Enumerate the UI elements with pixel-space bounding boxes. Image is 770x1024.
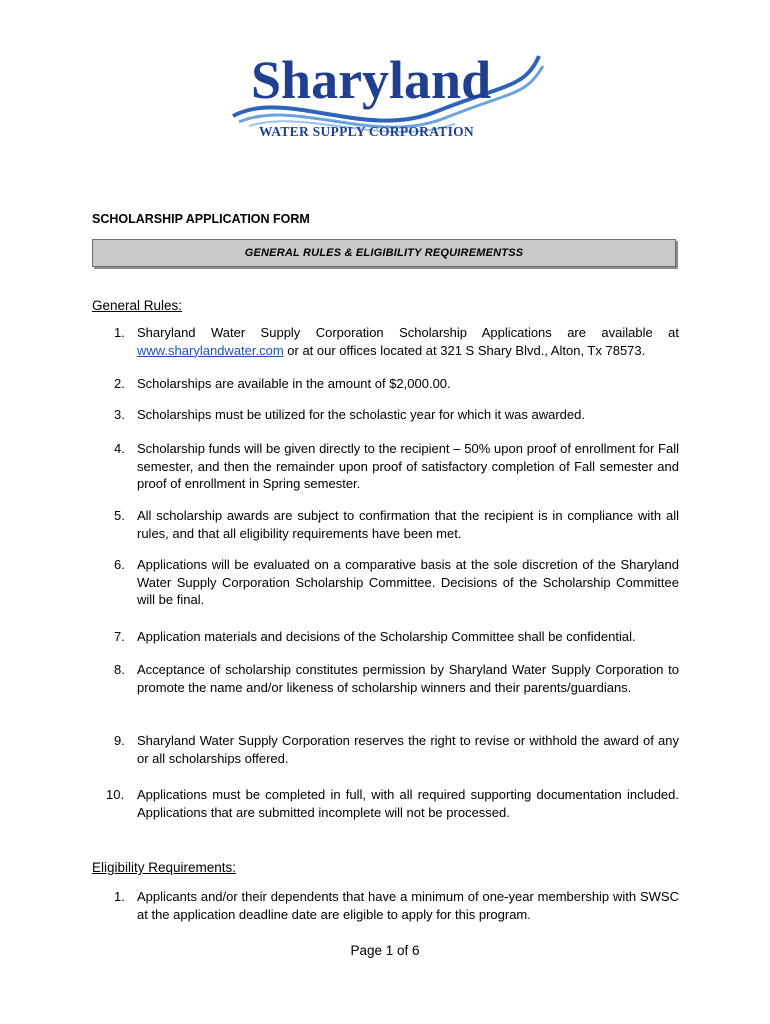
item-text: Applications must be completed in full, with all required supporting documentation included. Applications that are submitted incomplete will not be processed. bbox=[137, 787, 679, 820]
item-text-part: or at our offices located at 321 S Shary Blvd., Alton, Tx 78573. bbox=[283, 342, 646, 358]
item-number: 3. bbox=[114, 407, 125, 422]
item-text bbox=[137, 324, 679, 359]
list-item bbox=[92, 786, 679, 821]
item-text: Acceptance of scholarship constitutes permission by Sharyland Water Supply Corporation to promote the name and/or likeness of scholarship winners and their parents/guardians. bbox=[137, 662, 679, 695]
item-number: 6. bbox=[114, 557, 125, 572]
list-item bbox=[92, 732, 679, 767]
list-item bbox=[92, 324, 679, 359]
item-text-part: Sharyland Water Supply Corporation Scholarship Applications are available at bbox=[137, 325, 679, 340]
list-item bbox=[92, 440, 679, 493]
item-text: All scholarship awards are subject to confirmation that the recipient is in compliance with all rules, and that all eligibility requirements have been met. bbox=[137, 508, 679, 541]
list-item bbox=[92, 556, 679, 609]
item-text: Applications will be evaluated on a comparative basis at the sole discretion of the Sharyland Water Supply Corporation Scholarship Committee. Decisions of the Scholarship Committee will be final. bbox=[137, 557, 679, 607]
list-item bbox=[92, 375, 679, 393]
item-text: Applicants and/or their dependents that have a minimum of one-year membership with SWSC at the application deadline date are eligible to apply for this program. bbox=[137, 889, 679, 922]
list-item bbox=[92, 661, 679, 696]
item-number: 1. bbox=[114, 325, 125, 340]
item-number: 8. bbox=[114, 662, 125, 677]
website-link[interactable]: www.sharylandwater.com bbox=[137, 342, 284, 358]
item-number: 9. bbox=[114, 733, 125, 748]
item-number: 4. bbox=[114, 441, 125, 456]
item-text: Sharyland Water Supply Corporation reserves the right to revise or withhold the award of any or all scholarships offered. bbox=[137, 733, 679, 766]
item-number: 1. bbox=[114, 889, 125, 904]
logo-subtitle: WATER SUPPLY CORPORATION bbox=[259, 124, 474, 139]
sharyland-logo bbox=[225, 48, 545, 148]
item-text: Scholarship funds will be given directly to the recipient – 50% upon proof of enrollment for Fall semester, and then the remainder upon proof of satisfactory completion of Fall semester and proof of enrollment in Spring semester. bbox=[137, 441, 679, 491]
banner-label: GENERAL RULES & ELIGIBILITY REQUIREMENTSS bbox=[244, 247, 524, 259]
item-text: Scholarships must be utilized for the scholastic year for which it was awarded. bbox=[137, 407, 585, 422]
list-item bbox=[92, 628, 679, 646]
list-item bbox=[92, 406, 679, 424]
item-number: 7. bbox=[114, 629, 125, 644]
item-number: 5. bbox=[114, 508, 125, 523]
list-item bbox=[92, 507, 679, 542]
general-rules-heading: General Rules: bbox=[92, 298, 183, 313]
section-banner bbox=[92, 239, 676, 267]
item-number: 2. bbox=[114, 376, 125, 391]
page-number: Page 1 of 6 bbox=[350, 943, 420, 958]
eligibility-heading: Eligibility Requirements: bbox=[92, 860, 237, 875]
list-item bbox=[92, 888, 679, 923]
item-text: Application materials and decisions of the Scholarship Committee shall be confidential. bbox=[137, 629, 636, 644]
item-text: Scholarships are available in the amount of $2,000.00. bbox=[137, 376, 451, 391]
page-title: SCHOLARSHIP APPLICATION FORM bbox=[92, 212, 310, 226]
item-number: 10. bbox=[106, 787, 125, 802]
logo-wordmark: Sharyland bbox=[251, 50, 492, 110]
